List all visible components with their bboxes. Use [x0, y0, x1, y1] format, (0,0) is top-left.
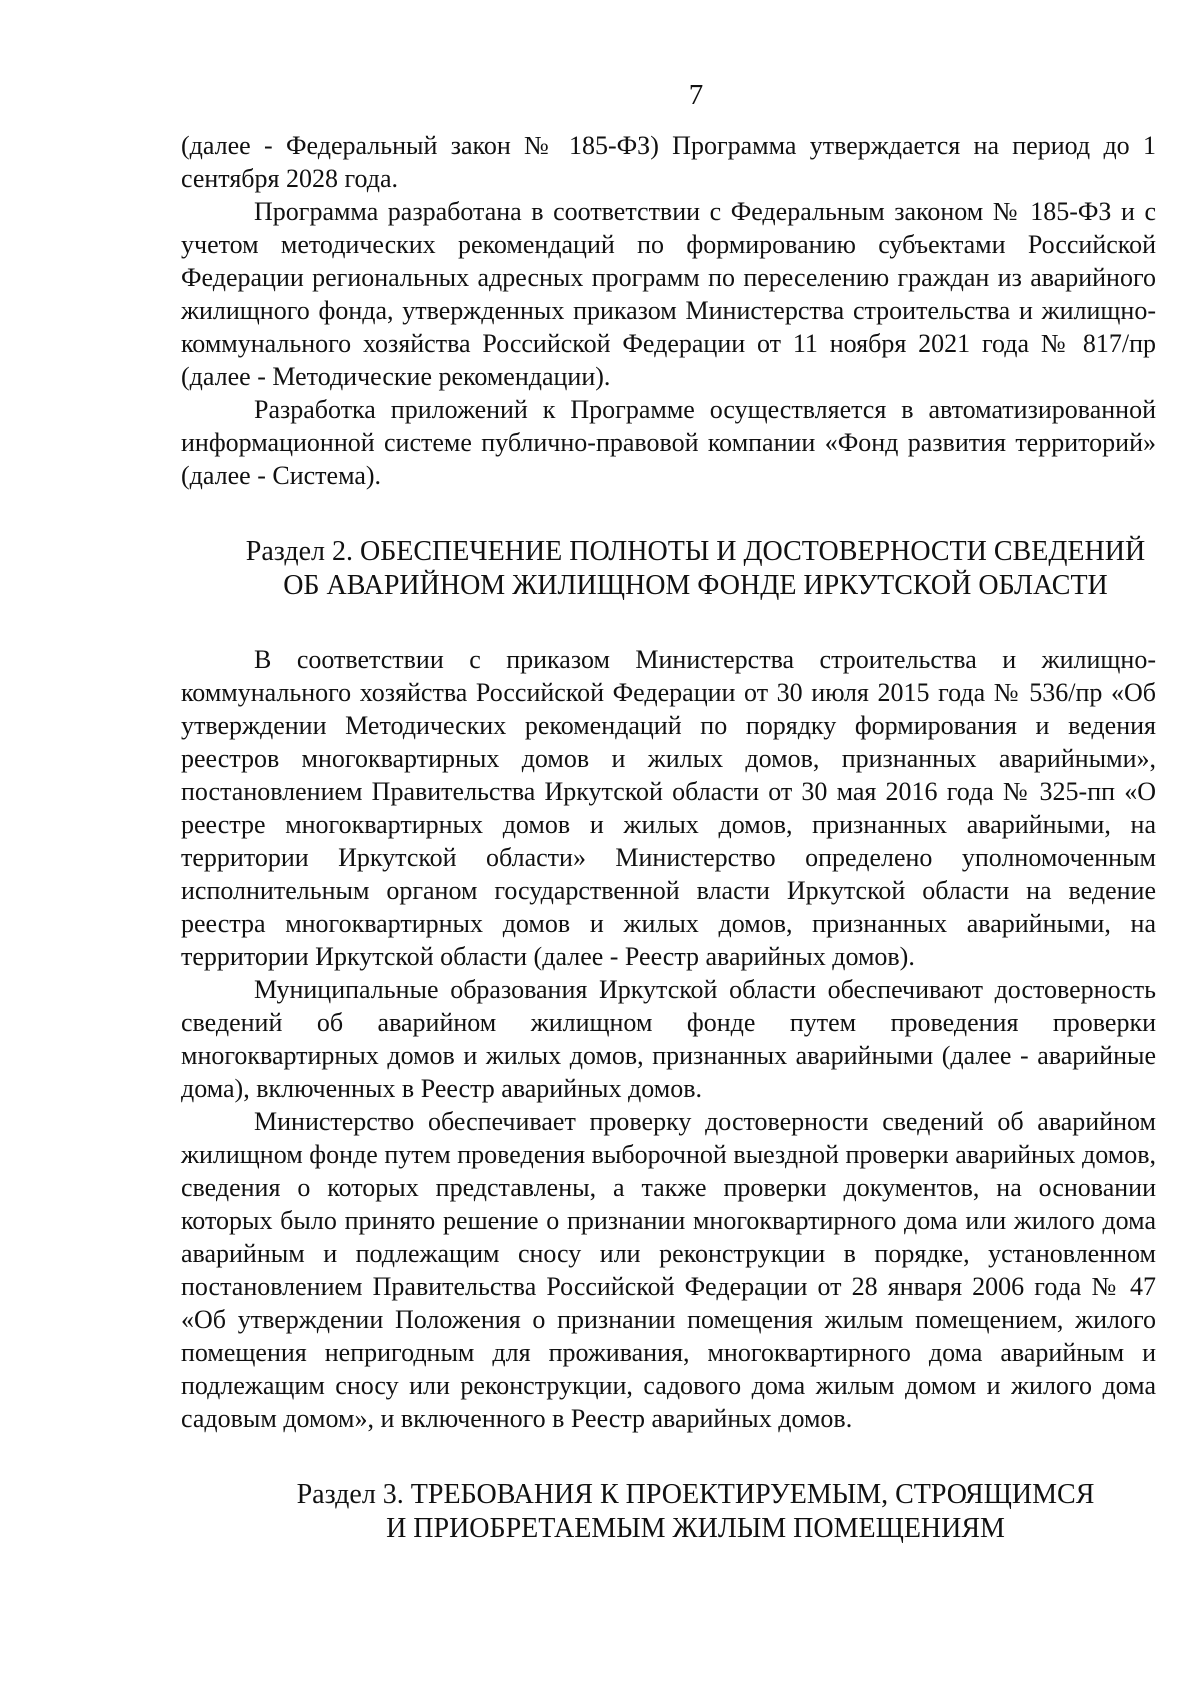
section-3-heading-line-2: И ПРИОБРЕТАЕМЫМ ЖИЛЫМ ПОМЕЩЕНИЯМ	[386, 1513, 1005, 1544]
section-2-heading	[181, 535, 1156, 603]
section-3-heading	[181, 1478, 1156, 1546]
page-number: 7	[688, 79, 704, 111]
paragraph-system: Разработка приложений к Программе осуществляется в автоматизированной информационной системе публично-правовой компании «Фонд развития территорий» (далее - Система).	[181, 395, 1156, 490]
paragraph-registry: В соответствии с приказом Министерства строительства и жилищно-коммунального хозяйства Российской Федерации от 30 июля 2015 года № 536/пр «Об утверждении Методических рекомендаций по порядку формирования и ведения реестров многоквартирных домов и жилых домов, признанных аварийными», постановлением Правительства Иркутской области от 30 мая 2016 года № 325-пп «О реестре многоквартирных домов и жилых домов, признанных аварийными, на территории Иркутской области» Министерство определено уполномоченным исполнительным органом государственной власти Иркутской области на ведение реестра многоквартирных домов и жилых домов, признанных аварийными, на территории Иркутской области (далее - Реестр аварийных домов).	[181, 645, 1156, 971]
paragraph-continuation: (далее - Федеральный закон № 185-ФЗ) Программа утверждается на период до 1 сентября 2028 года.	[181, 131, 1156, 193]
document-body	[181, 129, 1156, 1546]
paragraph-ministry-check: Министерство обеспечивает проверку достоверности сведений об аварийном жилищном фонде путем проведения выборочной выездной проверки аварийных домов, сведения о которых представлены, а также проверки документов, на основании которых было принято решение о признании многоквартирного дома или жилого дома аварийным и подлежащим сносу или реконструкции в порядке, установленном постановлением Правительства Российской Федерации от 28 января 2006 года № 47 «Об утверждении Положения о признании помещения жилым помещением, жилого помещения непригодным для проживания, многоквартирного дома аварийным и подлежащим сносу или реконструкции, садового дома жилым домом и жилого дома садовым домом», и включенного в Реестр аварийных домов.	[181, 1107, 1156, 1433]
paragraph-program-basis: Программа разработана в соответствии с Федеральным законом № 185-ФЗ и с учетом методических рекомендаций по формированию субъектами Российской Федерации региональных адресных программ по переселению граждан из аварийного жилищного фонда, утвержденных приказом Министерства строительства и жилищно-коммунального хозяйства Российской Федерации от 11 ноября 2021 года № 817/пр (далее - Методические рекомендации).	[181, 197, 1156, 391]
section-2-heading-line-1: Раздел 2. ОБЕСПЕЧЕНИЕ ПОЛНОТЫ И ДОСТОВЕРНОСТИ СВЕДЕНИЙ	[245, 536, 1146, 567]
section-3-heading-line-1: Раздел 3. ТРЕБОВАНИЯ К ПРОЕКТИРУЕМЫМ, СТРОЯЩИМСЯ	[296, 1479, 1095, 1510]
paragraph-municipalities: Муниципальные образования Иркутской области обеспечивают достоверность сведений об аварийном жилищном фонде путем проведения проверки многоквартирных домов и жилых домов, признанных аварийными (далее - аварийные дома), включенных в Реестр аварийных домов.	[181, 975, 1156, 1103]
section-2-heading-line-2: ОБ АВАРИЙНОМ ЖИЛИЩНОМ ФОНДЕ ИРКУТСКОЙ ОБЛАСТИ	[283, 570, 1108, 601]
